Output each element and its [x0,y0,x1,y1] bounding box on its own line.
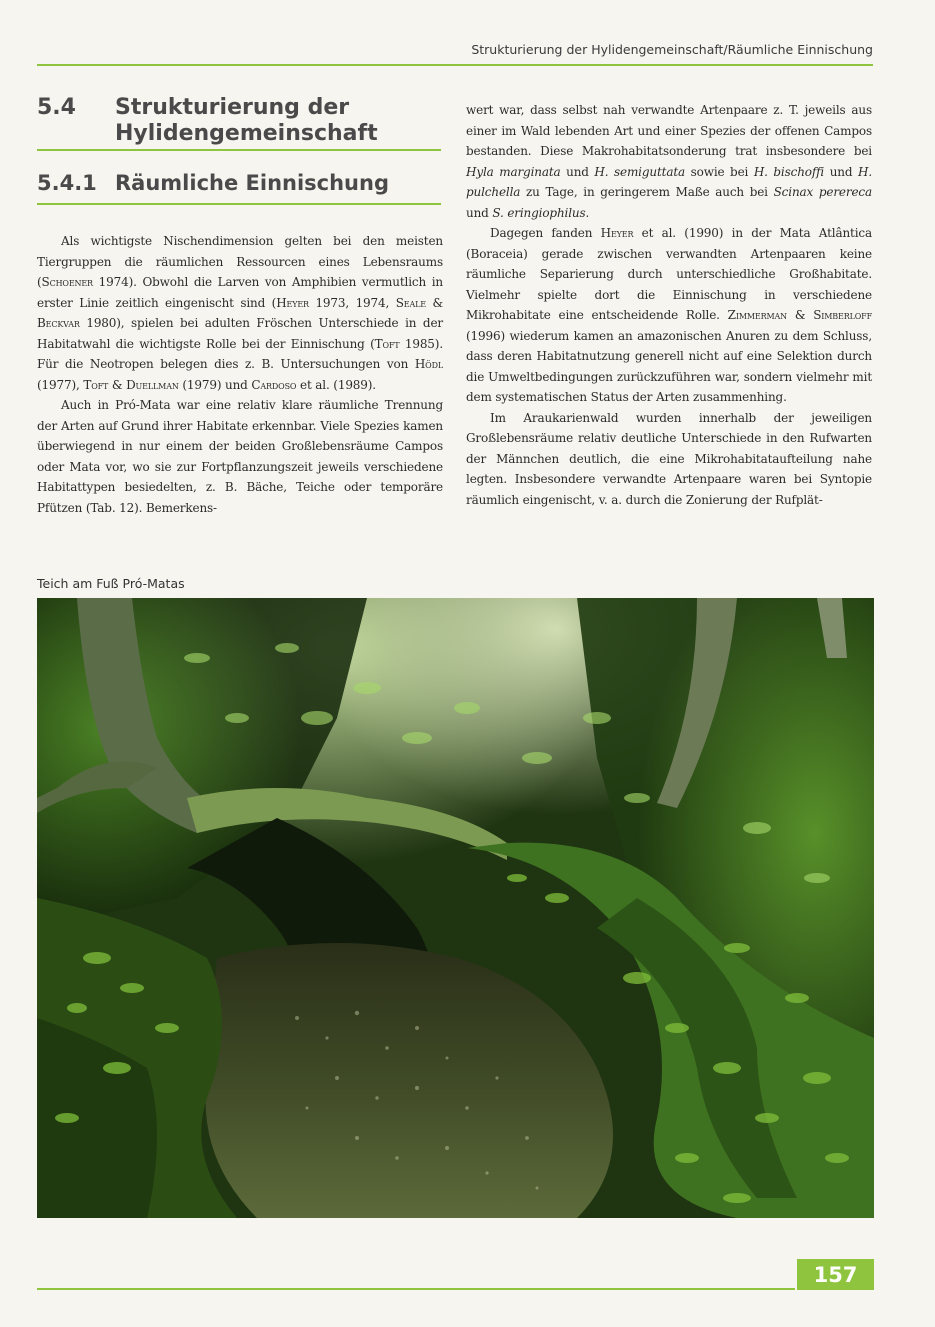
running-head: Strukturierung der Hylidengemeinschaft/Räumliche Einnischung [471,42,873,57]
page-number: 157 [797,1259,874,1290]
paragraph: Als wichtigste Nischendimension gelten bei den meisten Tiergruppen die räumlichen Ressourcen eines Lebensraums (Schoener 1974). Obwohl die Larven von Amphibien vermutlich in erster Linie zeitlich eingenischt sind (Heyer 1973, 1974, Seale & Beckvar 1980), spielen bei adulten Fröschen Unterschiede in der Habitatwahl die wichtigste Rolle bei der Einnischung (Toft 1985). Für die Neotropen belegen dies z. B. Untersuchungen von Hödl (1977), Toft & Duellman (1979) und Cardoso et al. (1989). [37,234,443,392]
photo-illustration [37,598,874,1218]
figure-caption: Teich am Fuß Pró-Matas [37,576,185,591]
subsection-number: 5.4.1 [37,171,97,195]
subsection-title: Räumliche Einnischung [115,171,389,195]
section-number: 5.4 [37,95,76,120]
paragraph: Auch in Pró-Mata war eine relativ klare räumliche Trennung der Arten auf Grund ihrer Habitate erkennbar. Viele Spezies kamen überwiegend in nur einem der beiden Großlebensräume Campos oder Mata vor, wo sie zur Fortpflanzungszeit jeweils verschiedene Habitattypen besiedelten, z. B. Bäche, Teiche oder temporäre Pfützen (Tab. 12). Bemerkens- [37,398,443,515]
subsection-rule [37,203,441,205]
paragraph: Dagegen fanden Heyer et al. (1990) in der Mata Atlântica (Boraceia) gerade zwischen verwandten Artenpaaren keine räumliche Separierung durch unterschiedliche Großhabitate. Vielmehr spielte dort die Einnischung in verschiedene Mikrohabitate eine entscheidende Rolle. Zimmerman & Simberloff (1996) wiederum kamen an amazonischen Anuren zu dem Schluss, dass deren Habitatnutzung generell nicht auf eine Selektion durch die Umweltbedingungen zurückzuführen war, sondern vielmehr mit dem systematischen Status der Arten zusammenhing. [466,226,872,404]
photo-pond-forest [37,598,874,1218]
paragraph: Im Araukarienwald wurden innerhalb der jeweiligen Großlebensräume relativ deutliche Unterschiede in den Rufwarten der Männchen deutlich, die eine Mikrohabitataufteilung nahe legten. Insbesondere verwandte Artenpaare waren bei Syntopie räumlich eingenischt, v. a. durch die Zonierung der Rufplät- [466,410,872,507]
section-title: Strukturierung der Hylidengemeinschaft [115,95,378,146]
body-column-right [466,100,872,510]
body-column-left [37,231,443,518]
paragraph: wert war, dass selbst nah verwandte Artenpaare z. T. jeweils aus einer im Wald lebenden Art und einer Spezies der offenen Campos bestanden. Diese Makrohabitatsonderung trat insbesondere bei Hyla marginata und H. semiguttata sowie bei H. bischoffi und H. pulchella zu Tage, in geringerem Maße auch bei Scinax perereca und S. eringiophilus. [466,103,872,220]
header-rule [37,64,873,66]
section-rule [37,149,441,151]
footer-rule [37,1288,795,1290]
